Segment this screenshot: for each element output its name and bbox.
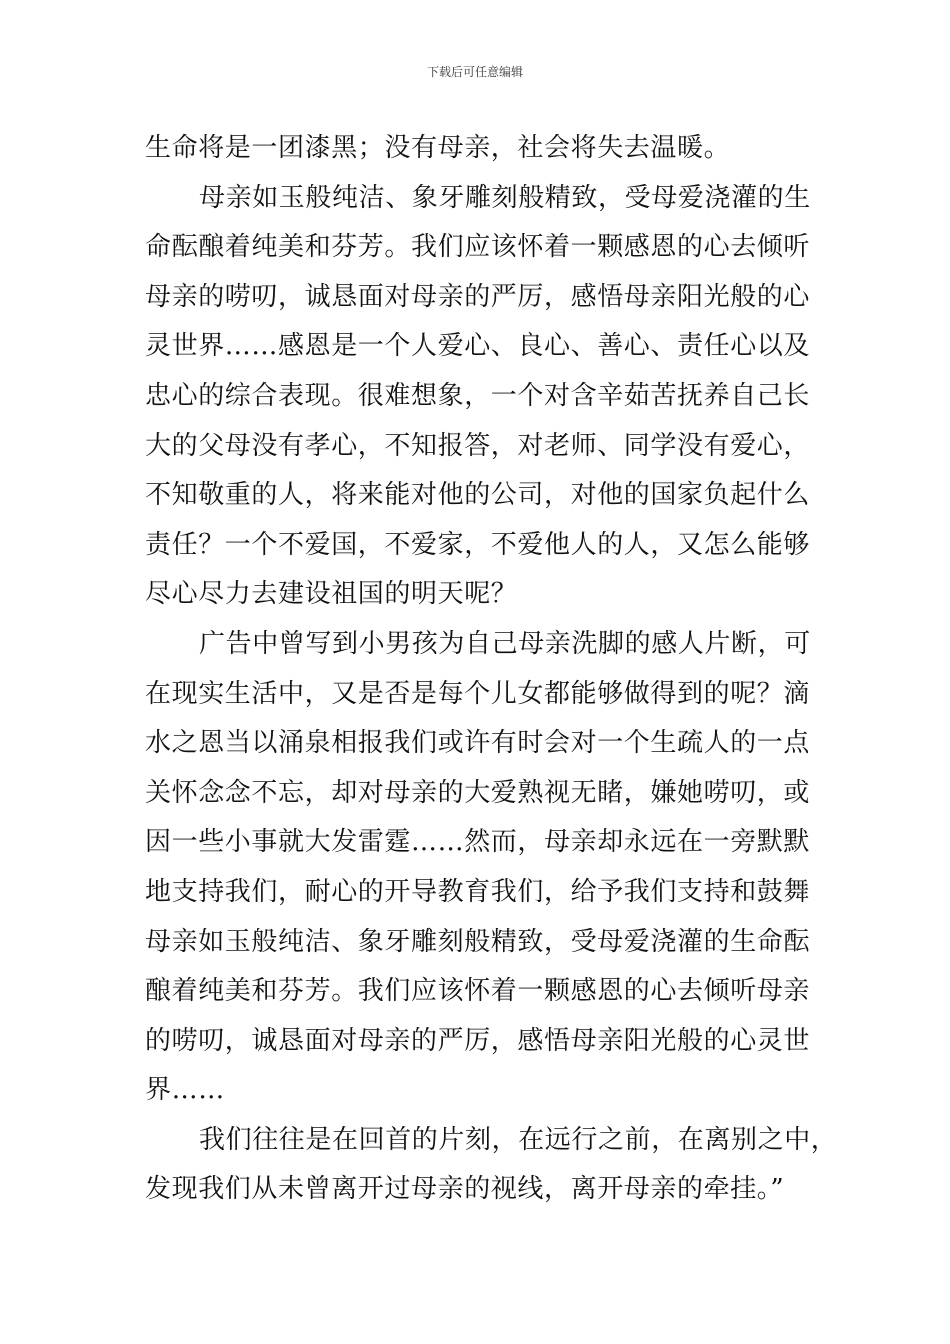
text-line: 命酝酿着纯美和芬芳。我们应该怀着一颗感恩的心去倾听 xyxy=(145,232,811,263)
text-line: 母亲如玉般纯洁、象牙雕刻般精致，受母爱浇灌的生 xyxy=(199,182,811,213)
text-line: 因一些小事就大发雷霆……然而，母亲却永远在一旁默默 xyxy=(145,827,811,858)
text-line: 尽心尽力去建设祖国的明天呢？ xyxy=(145,579,518,610)
text-line: 发现我们从未曾离开过母亲的视线，离开母亲的牵挂。” xyxy=(145,1174,785,1205)
text-line: 生命将是一团漆黑；没有母亲，社会将失去温暖。 xyxy=(145,133,731,163)
text-line: 灵世界……感恩是一个人爱心、良心、善心、责任心以及 xyxy=(145,331,811,362)
text-line: 忠心的综合表现。很难想象，一个对含辛茹苦抚养自己长 xyxy=(145,380,811,411)
text-line: 大的父母没有孝心，不知报答，对老师、同学没有爱心， xyxy=(145,430,811,461)
text-line: 母亲如玉般纯洁、象牙雕刻般精致，受母爱浇灌的生命酝 xyxy=(145,926,811,957)
text-line: 我们往往是在回首的片刻，在远行之前，在离别之中， xyxy=(199,1124,838,1155)
text-line: 广告中曾写到小男孩为自己母亲洗脚的感人片断，可 xyxy=(199,628,811,659)
text-line: 水之恩当以涌泉相报我们或许有时会对一个生疏人的一点 xyxy=(145,728,811,759)
text-line: 酿着纯美和芬芳。我们应该怀着一颗感恩的心去倾听母亲 xyxy=(145,976,811,1007)
text-line: 的唠叨，诚恳面对母亲的严厉，感悟母亲阳光般的心灵世 xyxy=(145,1025,811,1056)
text-line: 在现实生活中，又是否是每个儿女都能够做得到的呢？滴 xyxy=(145,678,811,709)
text-line: 不知敬重的人，将来能对他的公司，对他的国家负起什么 xyxy=(145,480,811,511)
text-line: 母亲的唠叨，诚恳面对母亲的严厉，感悟母亲阳光般的心 xyxy=(145,281,811,312)
text-line: 责任？一个不爱国，不爱家，不爱他人的人，又怎么能够 xyxy=(145,529,811,560)
text-line: 关怀念念不忘，却对母亲的大爱熟视无睹，嫌她唠叨，或 xyxy=(145,777,811,808)
text-line: 界…… xyxy=(145,1075,225,1106)
page-header: 下载后可任意编辑 xyxy=(426,65,523,79)
document-body xyxy=(145,124,838,1215)
text-line: 地支持我们，耐心的开导教育我们，给予我们支持和鼓舞 xyxy=(145,876,811,907)
